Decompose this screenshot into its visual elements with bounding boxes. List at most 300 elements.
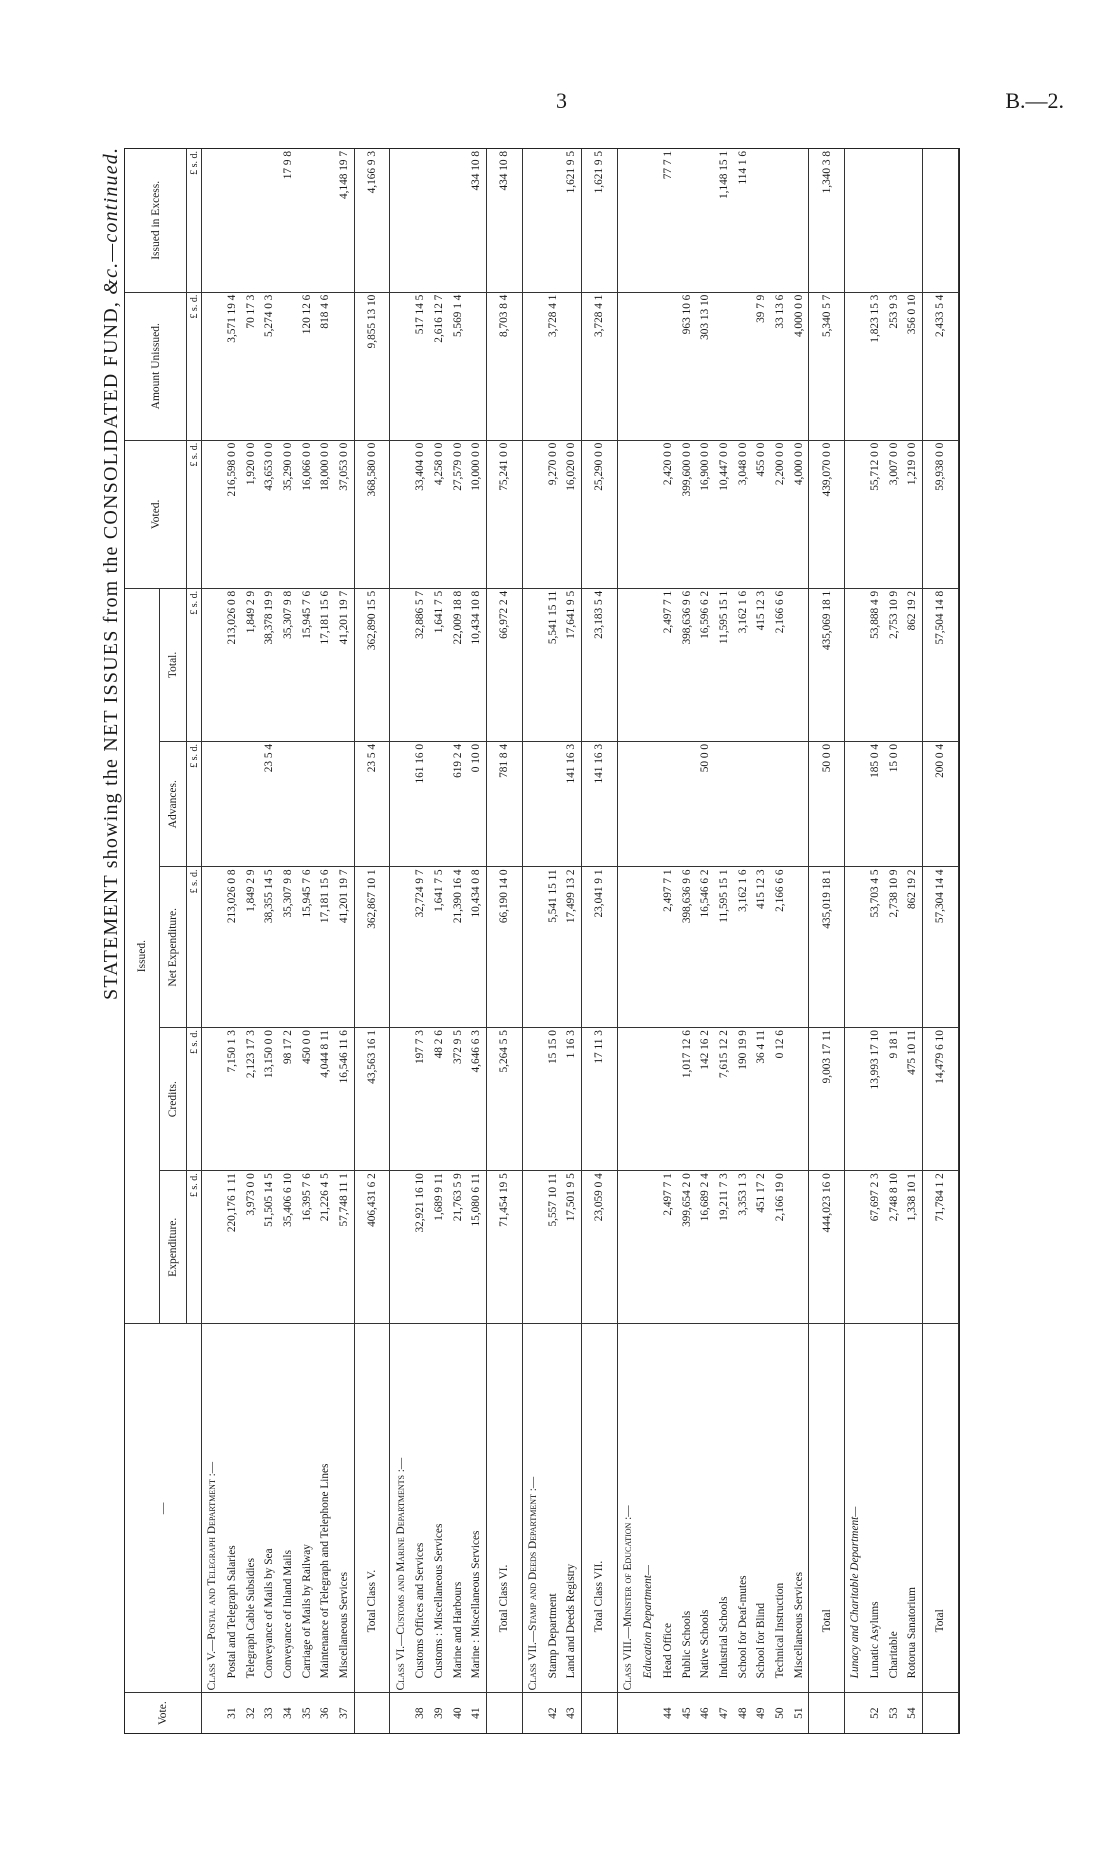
total-cell: 11,595 15 1 (715, 588, 734, 741)
currency-label: £ s. d. (187, 440, 202, 588)
empty-cell (638, 149, 658, 292)
net-expenditure-cell: 16,546 6 2 (696, 867, 715, 1028)
vote-number: 45 (680, 1707, 693, 1719)
expenditure-cell: 399,654 2 0 (677, 1171, 696, 1324)
vote-number: 37 (338, 1707, 351, 1719)
total-cell: 1,641 7 5 (430, 588, 449, 741)
empty-cell (390, 588, 411, 741)
vote-description: Industrial Schools (715, 1324, 734, 1693)
unissued-cell: 253 9 3 (884, 292, 903, 440)
unissued-cell: 963 10 6 (677, 292, 696, 440)
expenditure-cell: 2,748 8 10 (884, 1171, 903, 1324)
empty-cell (202, 149, 223, 292)
net-expenditure-cell: 38,355 14 5 (260, 867, 279, 1028)
voted-cell: 2,200 0 0 (771, 440, 790, 588)
class-heading: Class V.—Postal and Telegraph Department :— (202, 1324, 223, 1693)
col-credits-header: Credits. (160, 1028, 187, 1171)
vote-number: 49 (755, 1707, 768, 1719)
empty-cell (638, 588, 658, 741)
expenditure-cell: 32,921 16 10 (411, 1171, 430, 1324)
voted-cell: 3,048 0 0 (733, 440, 752, 588)
empty-cell (845, 588, 866, 741)
voted-cell: 2,420 0 0 (659, 440, 678, 588)
total-label: Total (809, 1324, 845, 1693)
expenditure-cell: 21,763 5 9 (448, 1171, 467, 1324)
advances-cell (677, 741, 696, 867)
expenditure-cell: 16,395 7 6 (297, 1171, 316, 1324)
empty-cell (202, 292, 223, 440)
total-cell: 32,886 5 7 (411, 588, 430, 741)
table-row (335, 149, 354, 1733)
total-cell: 22,009 18 8 (448, 588, 467, 741)
title-continued: &c.—continued. (100, 146, 122, 295)
total-label: Total Class VII. (581, 1324, 617, 1693)
voted-cell: 1,920 0 0 (241, 440, 260, 588)
vote-number: 52 (868, 1707, 881, 1719)
empty-cell (522, 867, 543, 1028)
empty-cell (390, 440, 411, 588)
credits-cell: 9 18 1 (884, 1028, 903, 1171)
table-row (715, 149, 734, 1733)
total-cell: 213,026 0 8 (223, 588, 242, 741)
vote-number: 44 (661, 1707, 674, 1719)
advances-cell: 781 8 4 (486, 741, 522, 867)
vote-number: 51 (792, 1707, 805, 1719)
advances-cell: 161 16 0 (411, 741, 430, 867)
empty-cell (522, 292, 543, 440)
advances-cell: 185 0 4 (866, 741, 885, 867)
empty-cell (638, 1028, 658, 1171)
total-cell: 53,888 4 9 (866, 588, 885, 741)
unissued-cell (715, 292, 734, 440)
net-expenditure-cell: 862 19 2 (903, 867, 922, 1028)
net-expenditure-cell: 2,738 10 9 (884, 867, 903, 1028)
credits-cell: 17 11 3 (581, 1028, 617, 1171)
vote-number: 38 (414, 1707, 427, 1719)
empty-cell (522, 741, 543, 867)
col-issued-header: Issued. (125, 588, 160, 1323)
vote-description: Land and Deeds Registry (562, 1324, 581, 1693)
voted-cell: 16,066 0 0 (297, 440, 316, 588)
advances-cell (715, 741, 734, 867)
table-row (260, 149, 279, 1733)
advances-cell: 141 16 3 (562, 741, 581, 867)
unissued-cell: 3,728 4 1 (543, 292, 562, 440)
vote-number: 41 (470, 1707, 483, 1719)
expenditure-cell: 57,748 11 1 (335, 1171, 354, 1324)
total-cell (789, 588, 808, 741)
excess-cell: 114 1 6 (733, 149, 752, 292)
credits-cell: 13,993 17 10 (866, 1028, 885, 1171)
table-body (202, 149, 959, 1733)
vote-description: Conveyance of Mails by Sea (260, 1324, 279, 1693)
expenditure-cell: 406,431 6 2 (354, 1171, 390, 1324)
vote-description: Marine and Harbours (448, 1324, 467, 1693)
net-expenditure-cell: 1,641 7 5 (430, 867, 449, 1028)
vote-description: Marine : Miscellaneous Services (467, 1324, 486, 1693)
advances-cell (543, 741, 562, 867)
empty-cell (617, 867, 638, 1028)
credits-cell: 16,546 11 6 (335, 1028, 354, 1171)
total-label: Total Class V. (354, 1324, 390, 1693)
excess-cell (316, 149, 335, 292)
empty-cell (202, 588, 223, 741)
table-row (297, 149, 316, 1733)
empty-cell (845, 292, 866, 440)
voted-cell: 55,712 0 0 (866, 440, 885, 588)
excess-cell (696, 149, 715, 292)
voted-cell: 455 0 0 (752, 440, 771, 588)
vote-description: Miscellaneous Services (789, 1324, 808, 1693)
empty-cell (845, 149, 866, 292)
unissued-cell: 5,274 0 3 (260, 292, 279, 440)
total-cell: 35,307 9 8 (279, 588, 298, 741)
expenditure-cell: 1,689 9 11 (430, 1171, 449, 1324)
total-cell: 66,972 2 4 (486, 588, 522, 741)
advances-cell: 23 5 4 (260, 741, 279, 867)
advances-cell (752, 741, 771, 867)
vote-cell (390, 1693, 411, 1733)
vote-number (581, 1693, 617, 1733)
table-row (543, 149, 562, 1733)
empty-cell (390, 1028, 411, 1171)
excess-cell (884, 149, 903, 292)
table-row (316, 149, 335, 1733)
net-expenditure-cell: 41,201 19 7 (335, 867, 354, 1028)
unissued-cell: 3,728 4 1 (581, 292, 617, 440)
unissued-cell: 356 0 10 (903, 292, 922, 440)
excess-cell (297, 149, 316, 292)
expenditure-cell: 17,501 9 5 (562, 1171, 581, 1324)
vote-description: Technical Instruction (771, 1324, 790, 1693)
excess-cell: 1,148 15 1 (715, 149, 734, 292)
voted-cell: 35,290 0 0 (279, 440, 298, 588)
advances-cell: 619 2 4 (448, 741, 467, 867)
excess-cell (866, 149, 885, 292)
vote-cell (617, 1693, 638, 1733)
credits-cell: 14,479 6 10 (922, 1028, 958, 1171)
expenditure-cell: 51,505 14 5 (260, 1171, 279, 1324)
col-vote-header: Vote. (125, 1693, 202, 1733)
total-row (354, 149, 390, 1733)
advances-cell: 200 0 4 (922, 741, 958, 867)
net-expenditure-cell: 362,867 10 1 (354, 867, 390, 1028)
empty-cell (617, 588, 638, 741)
unissued-cell: 303 13 10 (696, 292, 715, 440)
total-cell: 398,636 9 6 (677, 588, 696, 741)
net-expenditure-cell: 35,307 9 8 (279, 867, 298, 1028)
excess-cell (922, 149, 958, 292)
advances-cell: 141 16 3 (581, 741, 617, 867)
total-row (581, 149, 617, 1733)
table-row (562, 149, 581, 1733)
advances-cell (771, 741, 790, 867)
excess-cell: 4,148 19 7 (335, 149, 354, 292)
table-row (696, 149, 715, 1733)
empty-cell (617, 1171, 638, 1324)
excess-cell (903, 149, 922, 292)
excess-cell (543, 149, 562, 292)
vote-number: 54 (906, 1707, 919, 1719)
excess-cell (411, 149, 430, 292)
total-cell: 17,641 9 5 (562, 588, 581, 741)
advances-cell: 50 0 0 (696, 741, 715, 867)
empty-cell (522, 1171, 543, 1324)
vote-number: 53 (887, 1707, 900, 1719)
vote-number (486, 1693, 522, 1733)
vote-description: Maintenance of Telegraph and Telephone Lines (316, 1324, 335, 1693)
empty-cell (845, 1171, 866, 1324)
vote-description: Head Office (659, 1324, 678, 1693)
excess-cell: 77 7 1 (659, 149, 678, 292)
credits-cell: 15 15 0 (543, 1028, 562, 1171)
excess-cell (430, 149, 449, 292)
credits-cell: 7,615 12 2 (715, 1028, 734, 1171)
excess-cell (448, 149, 467, 292)
net-expenditure-cell (789, 867, 808, 1028)
net-expenditure-cell: 66,190 14 0 (486, 867, 522, 1028)
vote-description: Customs Offices and Services (411, 1324, 430, 1693)
empty-cell (638, 440, 658, 588)
credits-cell: 4,044 8 11 (316, 1028, 335, 1171)
empty-cell (202, 440, 223, 588)
class-heading: Class VIII.—Minister of Education :— (617, 1324, 638, 1693)
col-total-header: Total. (160, 588, 187, 741)
total-cell: 17,181 15 6 (316, 588, 335, 741)
unissued-cell: 33 13 6 (771, 292, 790, 440)
department-heading-row (638, 149, 658, 1733)
total-cell: 15,945 7 6 (297, 588, 316, 741)
excess-cell: 17 9 8 (279, 149, 298, 292)
expenditure-cell: 2,497 7 1 (659, 1171, 678, 1324)
credits-cell: 372 9 5 (448, 1028, 467, 1171)
empty-cell (638, 867, 658, 1028)
net-expenditure-cell: 3,162 1 6 (733, 867, 752, 1028)
total-label: Total Class VI. (486, 1324, 522, 1693)
advances-cell (316, 741, 335, 867)
empty-cell (390, 867, 411, 1028)
net-expenditure-cell: 5,541 15 11 (543, 867, 562, 1028)
vote-description: Rotorua Sanatorium (903, 1324, 922, 1693)
total-cell: 38,378 19 9 (260, 588, 279, 741)
excess-cell: 1,621 9 5 (562, 149, 581, 292)
total-cell: 57,504 14 8 (922, 588, 958, 741)
excess-cell (223, 149, 242, 292)
col-unissued-header: Amount Unissued. (125, 292, 187, 440)
net-expenditure-cell: 2,497 7 1 (659, 867, 678, 1028)
vote-number (809, 1693, 845, 1733)
voted-cell: 1,219 0 0 (903, 440, 922, 588)
table-row (866, 149, 885, 1733)
net-expenditure-cell: 415 12 3 (752, 867, 771, 1028)
class-heading-row (202, 149, 223, 1733)
vote-number: 34 (281, 1707, 294, 1719)
vote-description: Lunatic Asylums (866, 1324, 885, 1693)
col-expenditure-header: Expenditure. (160, 1171, 187, 1324)
unissued-cell: 8,703 8 4 (486, 292, 522, 440)
expenditure-cell: 21,226 4 5 (316, 1171, 335, 1324)
net-expenditure-cell: 11,595 15 1 (715, 867, 734, 1028)
unissued-cell (467, 292, 486, 440)
credits-cell: 475 10 11 (903, 1028, 922, 1171)
vote-number (354, 1693, 390, 1733)
empty-cell (845, 440, 866, 588)
empty-cell (617, 741, 638, 867)
unissued-cell: 1,823 15 3 (866, 292, 885, 440)
currency-label: £ s. d. (187, 867, 202, 1028)
vote-description: School for Blind (752, 1324, 771, 1693)
net-expenditure-cell: 1,849 2 9 (241, 867, 260, 1028)
excess-cell (789, 149, 808, 292)
advances-cell (223, 741, 242, 867)
class-heading: Class VII.—Stamp and Deeds Department :— (522, 1324, 543, 1693)
unissued-cell: 2,433 5 4 (922, 292, 958, 440)
empty-cell (390, 741, 411, 867)
currency-label: £ s. d. (187, 149, 202, 292)
advances-cell (733, 741, 752, 867)
voted-cell: 3,007 0 0 (884, 440, 903, 588)
advances-cell: 15 0 0 (884, 741, 903, 867)
vote-cell (522, 1693, 543, 1733)
excess-cell: 434 10 8 (467, 149, 486, 292)
excess-cell: 1,621 9 5 (581, 149, 617, 292)
voted-cell: 9,270 0 0 (543, 440, 562, 588)
net-expenditure-cell: 17,499 13 2 (562, 867, 581, 1028)
excess-cell (677, 149, 696, 292)
credits-cell: 43,563 16 1 (354, 1028, 390, 1171)
credits-cell: 13,150 0 0 (260, 1028, 279, 1171)
expenditure-cell: 23,059 0 4 (581, 1171, 617, 1324)
empty-cell (202, 867, 223, 1028)
voted-cell: 368,580 0 0 (354, 440, 390, 588)
unissued-cell (659, 292, 678, 440)
credits-cell: 197 7 3 (411, 1028, 430, 1171)
class-heading-row (617, 149, 638, 1733)
credits-cell: 1,017 12 6 (677, 1028, 696, 1171)
empty-cell (638, 741, 658, 867)
total-cell: 435,069 18 1 (809, 588, 845, 741)
excess-cell (241, 149, 260, 292)
credits-cell: 450 0 0 (297, 1028, 316, 1171)
voted-cell: 16,020 0 0 (562, 440, 581, 588)
expenditure-cell: 71,454 19 5 (486, 1171, 522, 1324)
unissued-cell (279, 292, 298, 440)
net-expenditure-cell: 21,390 16 4 (448, 867, 467, 1028)
vote-number: 42 (546, 1707, 559, 1719)
voted-cell: 216,598 0 0 (223, 440, 242, 588)
class-heading: Class VI.—Customs and Marine Departments :— (390, 1324, 411, 1693)
empty-cell (202, 741, 223, 867)
empty-cell (522, 440, 543, 588)
col-advances-header: Advances. (160, 741, 187, 867)
empty-cell (390, 149, 411, 292)
table-row (467, 149, 486, 1733)
advances-cell (903, 741, 922, 867)
vote-description: Conveyance of Inland Mails (279, 1324, 298, 1693)
vote-description: Telegraph Cable Subsidies (241, 1324, 260, 1693)
net-expenditure-cell: 213,026 0 8 (223, 867, 242, 1028)
advances-cell: 23 5 4 (354, 741, 390, 867)
table-row (430, 149, 449, 1733)
voted-cell: 399,600 0 0 (677, 440, 696, 588)
total-row (486, 149, 522, 1733)
empty-cell (617, 292, 638, 440)
voted-cell: 4,000 0 0 (789, 440, 808, 588)
total-cell: 1,849 2 9 (241, 588, 260, 741)
advances-cell (279, 741, 298, 867)
total-cell: 10,434 10 8 (467, 588, 486, 741)
advances-cell (659, 741, 678, 867)
expenditure-cell: 67,697 2 3 (866, 1171, 885, 1324)
vote-number: 33 (263, 1707, 276, 1719)
expenditure-cell: 71,784 1 2 (922, 1171, 958, 1324)
expenditure-cell: 3,973 0 0 (241, 1171, 260, 1324)
expenditure-cell: 451 17 2 (752, 1171, 771, 1324)
unissued-cell: 2,616 12 7 (430, 292, 449, 440)
net-expenditure-cell: 32,724 9 7 (411, 867, 430, 1028)
unissued-cell: 4,000 0 0 (789, 292, 808, 440)
empty-cell (617, 149, 638, 292)
excess-cell: 1,340 3 8 (809, 149, 845, 292)
expenditure-cell: 35,406 6 10 (279, 1171, 298, 1324)
page-reference: B.—2. (1005, 88, 1064, 113)
vote-number (922, 1693, 958, 1733)
credits-cell (789, 1028, 808, 1171)
unissued-cell (335, 292, 354, 440)
vote-number: 40 (451, 1707, 464, 1719)
net-expenditure-cell: 398,636 9 6 (677, 867, 696, 1028)
vote-number: 43 (565, 1707, 578, 1719)
currency-label: £ s. d. (187, 1171, 202, 1324)
total-cell: 2,166 6 6 (771, 588, 790, 741)
voted-cell: 33,404 0 0 (411, 440, 430, 588)
currency-label: £ s. d. (187, 588, 202, 741)
excess-cell (771, 149, 790, 292)
total-row (922, 149, 958, 1733)
vote-number: 47 (717, 1707, 730, 1719)
empty-cell (522, 149, 543, 292)
table-row (677, 149, 696, 1733)
table-row (752, 149, 771, 1733)
vote-description: Native Schools (696, 1324, 715, 1693)
vote-description: Postal and Telegraph Salaries (223, 1324, 242, 1693)
expenditure-cell: 15,080 6 11 (467, 1171, 486, 1324)
unissued-cell: 120 12 6 (297, 292, 316, 440)
unissued-cell (562, 292, 581, 440)
net-expenditure-cell: 435,019 18 1 (809, 867, 845, 1028)
unissued-cell: 818 4 6 (316, 292, 335, 440)
class-heading-row (390, 149, 411, 1733)
table-row (448, 149, 467, 1733)
voted-cell: 4,258 0 0 (430, 440, 449, 588)
voted-cell: 25,290 0 0 (581, 440, 617, 588)
advances-cell (335, 741, 354, 867)
excess-cell (752, 149, 771, 292)
expenditure-cell: 444,023 16 0 (809, 1171, 845, 1324)
vote-cell (202, 1693, 223, 1733)
advances-cell (241, 741, 260, 867)
total-cell: 41,201 19 7 (335, 588, 354, 741)
currency-label: £ s. d. (187, 292, 202, 440)
vote-description: Charitable (884, 1324, 903, 1693)
vote-number: 50 (773, 1707, 786, 1719)
credits-cell: 36 4 11 (752, 1028, 771, 1171)
voted-cell: 43,653 0 0 (260, 440, 279, 588)
unissued-cell: 5,340 5 7 (809, 292, 845, 440)
total-cell: 362,890 15 5 (354, 588, 390, 741)
expenditure-cell (789, 1171, 808, 1324)
table-row (771, 149, 790, 1733)
